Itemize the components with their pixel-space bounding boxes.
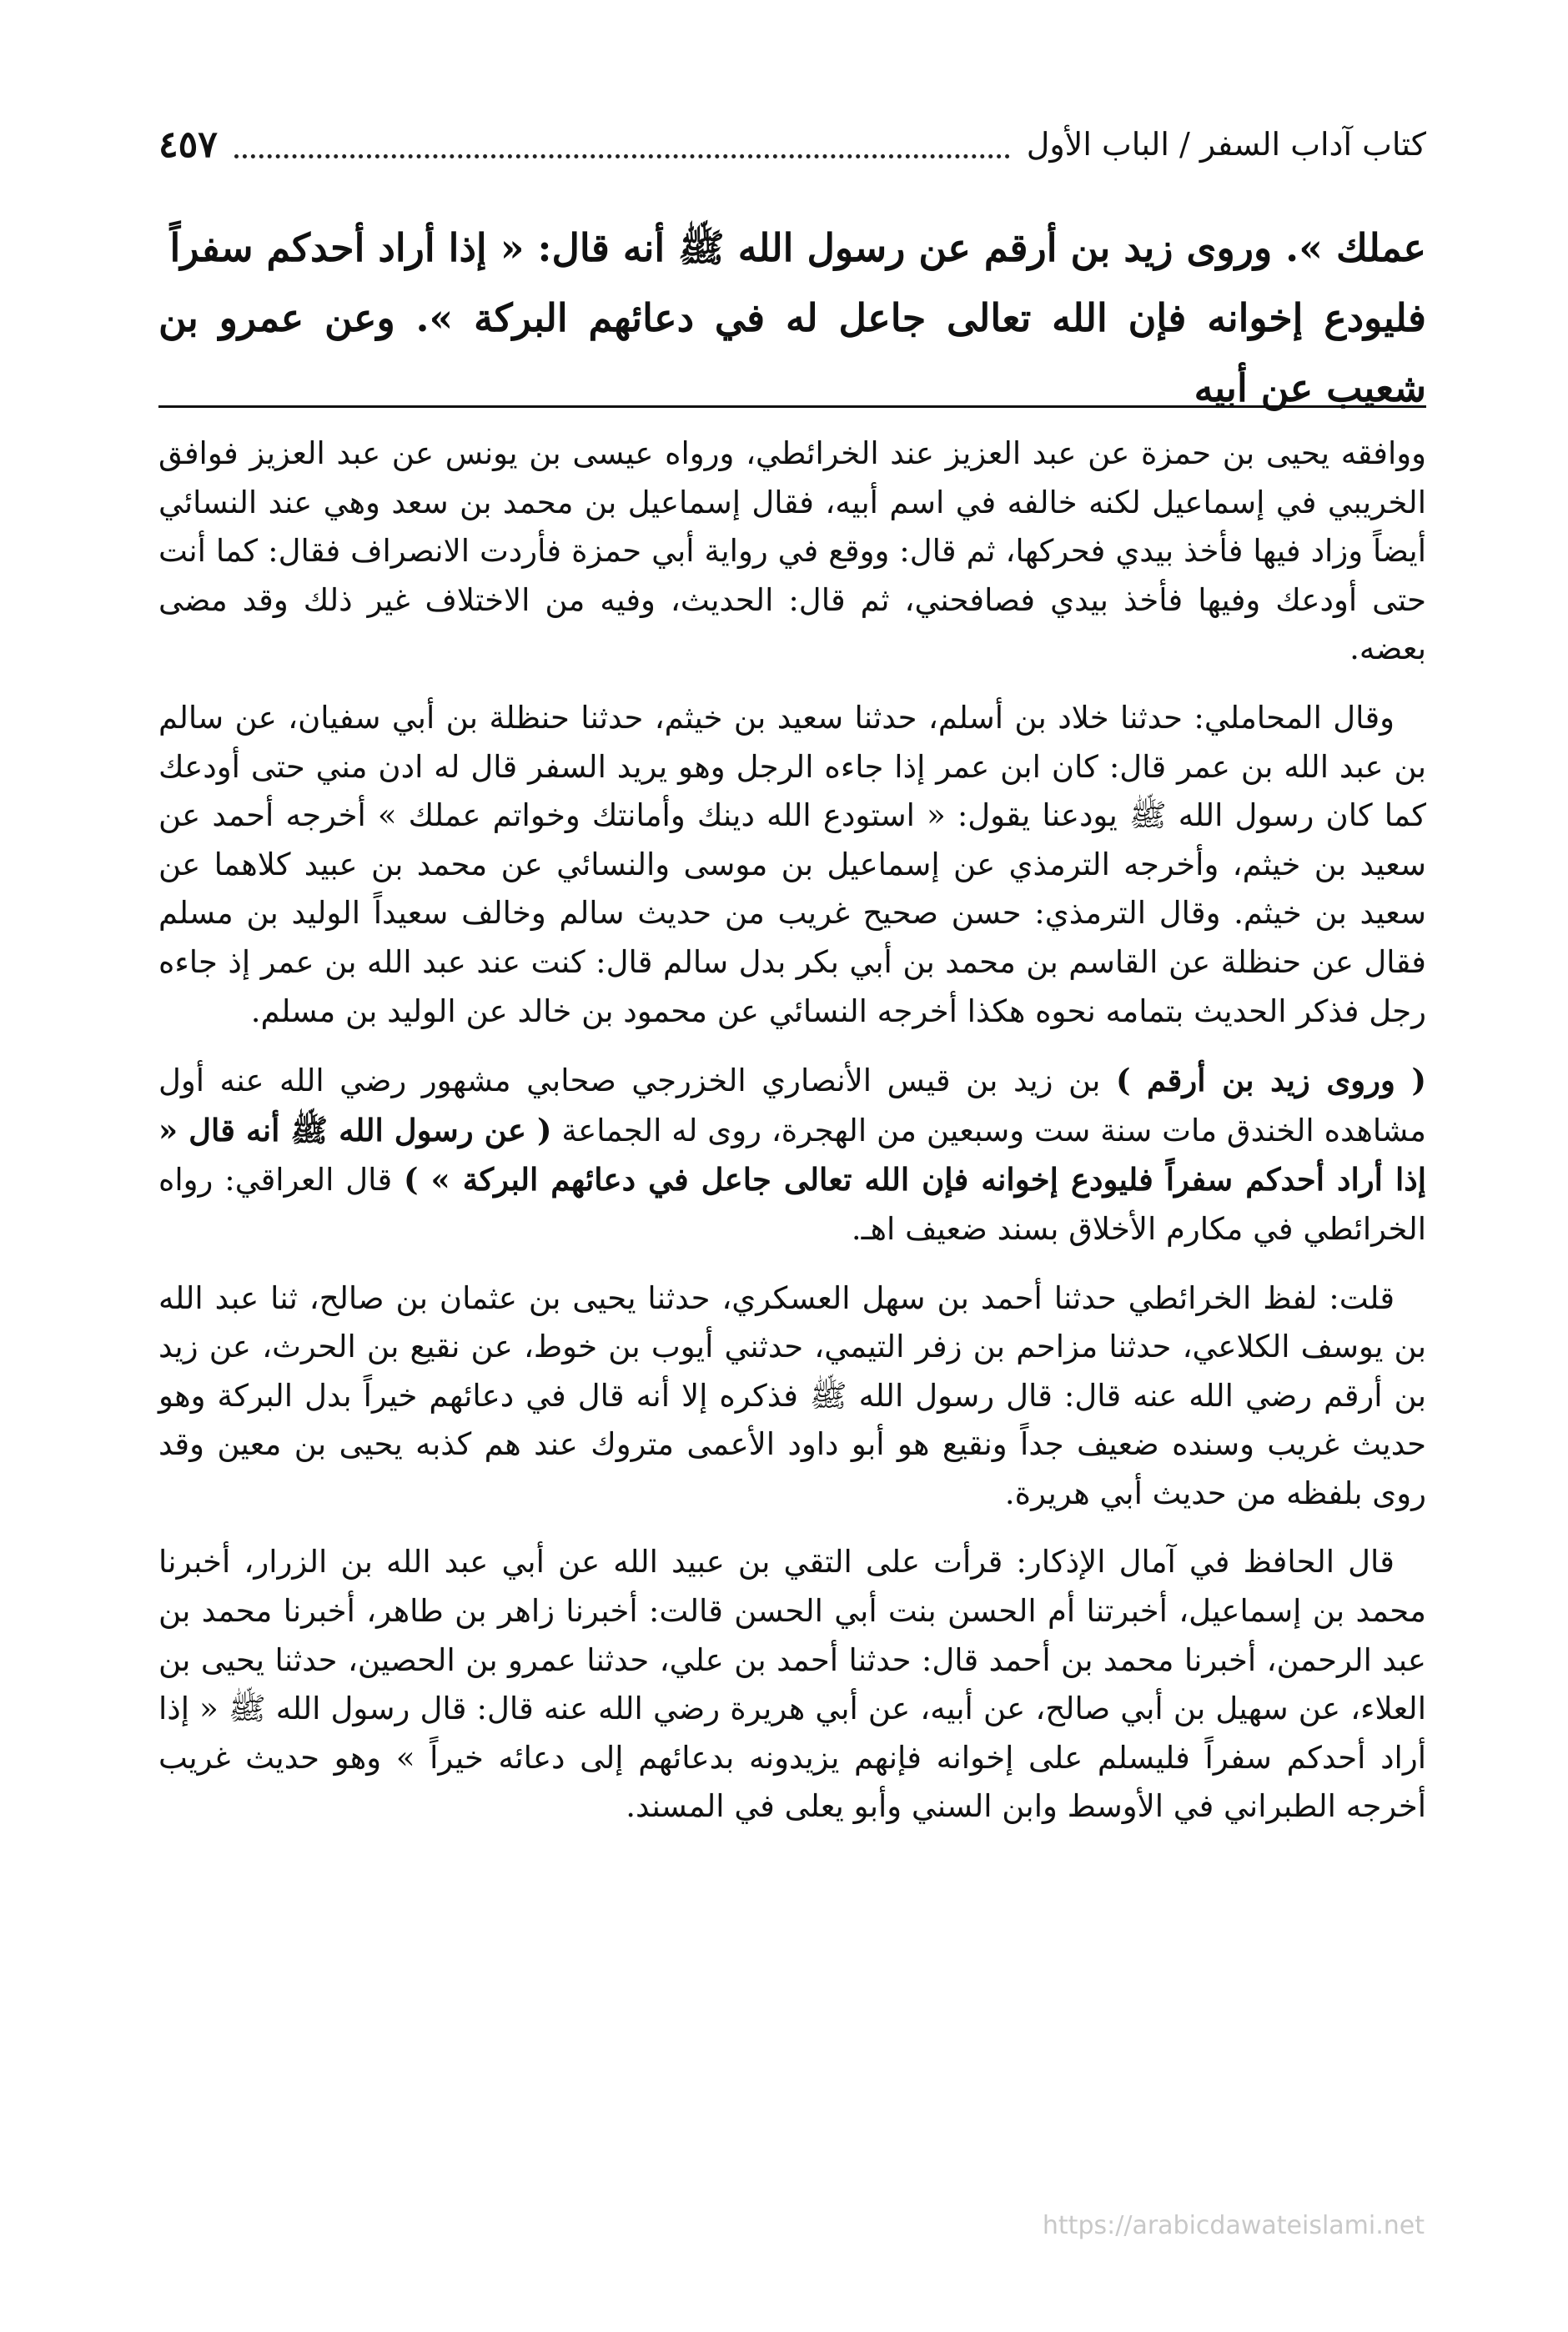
header-dot-leader bbox=[234, 153, 1010, 158]
commentary-text: قال العراقي: رواه الخرائطي في مكارم الأخلاق بسند ضعيف اهـ. bbox=[158, 1162, 1426, 1247]
commentary-paragraph: قال الحافظ في آمال الإذكار: قرأت على التقي بن عبيد الله عن أبي عبد الله بن الزرار، أخبرنا محمد بن إسماعيل، أخبرتنا أم الحسن بنت أبي الحسن قالت: أخبرنا زاهر بن طاهر، أخبرنا محمد بن عبد الرحمن، أخبرنا محمد بن أحمد قال: حدثنا أحمد بن علي، حدثنا عمرو بن الحصين، حدثنا يحيى بن العلاء، عن سهيل بن أبي صالح، عن أبيه، عن أبي هريرة رضي الله عنه قال: قال رسول الله ﷺ « إذا أراد أحدكم سفراً فليسلم على إخوانه فإنهم يزيدونه بدعائهم إلى دعائه خيراً » وهو حديث غريب أخرجه الطبراني في الأوسط وابن السني وأبو يعلى في المسند. bbox=[158, 1544, 1426, 1825]
quoted-matn: ( عن رسول الله ﷺ أنه قال « إذا أراد أحدكم سفراً فليودع إخوانه فإن الله تعالى جاعل في دعائهم البركة » ) bbox=[158, 1111, 1426, 1199]
page-number: ٤٥٧ bbox=[158, 123, 218, 166]
commentary-text: بن زيد بن قيس الأنصاري الخزرجي صحابي مشهور رضي الله عنه أول مشاهده الخندق مات سنة ست وسبعين من الهجرة، روى له الجماعة bbox=[158, 1063, 1426, 1148]
commentary-paragraph: وقال المحاملي: حدثنا خلاد بن أسلم، حدثنا سعيد بن خيثم، حدثنا حنظلة بن أبي سفيان، عن سالم بن عبد الله بن عمر قال: كان ابن عمر إذا جاءه الرجل وهو يريد السفر قال له ادن مني حتى أودعك كما كان رسول الله ﷺ يودعنا يقول: « استودع الله دينك وأمانتك وخواتم عملك » أخرجه أحمد عن سعيد بن خيثم، وأخرجه الترمذي عن إسماعيل بن موسى والنسائي عن محمد بن عبيد كلاهما عن سعيد بن خيثم. وقال الترمذي: حسن صحيح غريب من حديث سالم وخالف سعيداً الوليد بن مسلم فقال عن حنظلة عن القاسم بن محمد بن أبي بكر بدل سالم قال: كنت عند عبد الله بن عمر إذ جاءه رجل فذكر الحديث بتمامه نحوه هكذا أخرجه النسائي عن محمود بن خالد عن الوليد بن مسلم. bbox=[158, 699, 1426, 1029]
commentary-paragraph bbox=[158, 1056, 1426, 1254]
commentary bbox=[158, 430, 1426, 1852]
divider-line bbox=[158, 405, 1426, 408]
main-text bbox=[158, 213, 1426, 423]
main-text-line: عملك ». وروى زيد بن أرقم عن رسول الله ﷺ أنه قال: « إذا أراد أحدكم سفراً bbox=[169, 225, 1426, 270]
main-text-line: فليودع إخوانه فإن الله تعالى جاعل له في دعائهم البركة ». وعن عمرو بن شعيب عن أبيه bbox=[158, 295, 1426, 410]
header-title: كتاب آداب السفر / الباب الأول bbox=[1026, 126, 1426, 163]
watermark-url: https://arabicdawateislami.net bbox=[1042, 2211, 1425, 2240]
quoted-matn: ( وروى زيد بن أرقم ) bbox=[1115, 1062, 1426, 1099]
running-header bbox=[158, 115, 1426, 173]
commentary-paragraph: قلت: لفظ الخرائطي حدثنا أحمد بن سهل العسكري، حدثنا يحيى بن عثمان بن صالح، ثنا عبد الله بن يوسف الكلاعي، حدثنا مزاحم بن زفر التيمي، حدثني أيوب بن خوط، عن نقيع بن الحرث، عن زيد بن أرقم رضي الله عنه قال: قال رسول الله ﷺ فذكره إلا أنه قال في دعائهم خيراً بدل البركة وهو حديث غريب وسنده ضعيف جداً ونقيع هو أبو داود الأعمى متروك عند هم كذبه يحيى بن معين وقد روى بلفظه من حديث أبي هريرة. bbox=[158, 1279, 1426, 1511]
commentary-paragraph: ووافقه يحيى بن حمزة عن عبد العزيز عند الخرائطي، ورواه عيسى بن يونس عن عبد العزيز فوافق الخريبي في إسماعيل لكنه خالفه في اسم أبيه، فقال إسماعيل بن محمد بن سعد وهي عند النسائي أيضاً وزاد فيها فأخذ بيدي فحركها، ثم قال: ووقع في رواية أبي حمزة فأردت الانصراف فقال: كما أنت حتى أودعك وفيها فأخذ بيدي فصافحني، ثم قال: الحديث، وفيه من الاختلاف غير ذلك وقد مضى بعضه. bbox=[158, 435, 1426, 667]
